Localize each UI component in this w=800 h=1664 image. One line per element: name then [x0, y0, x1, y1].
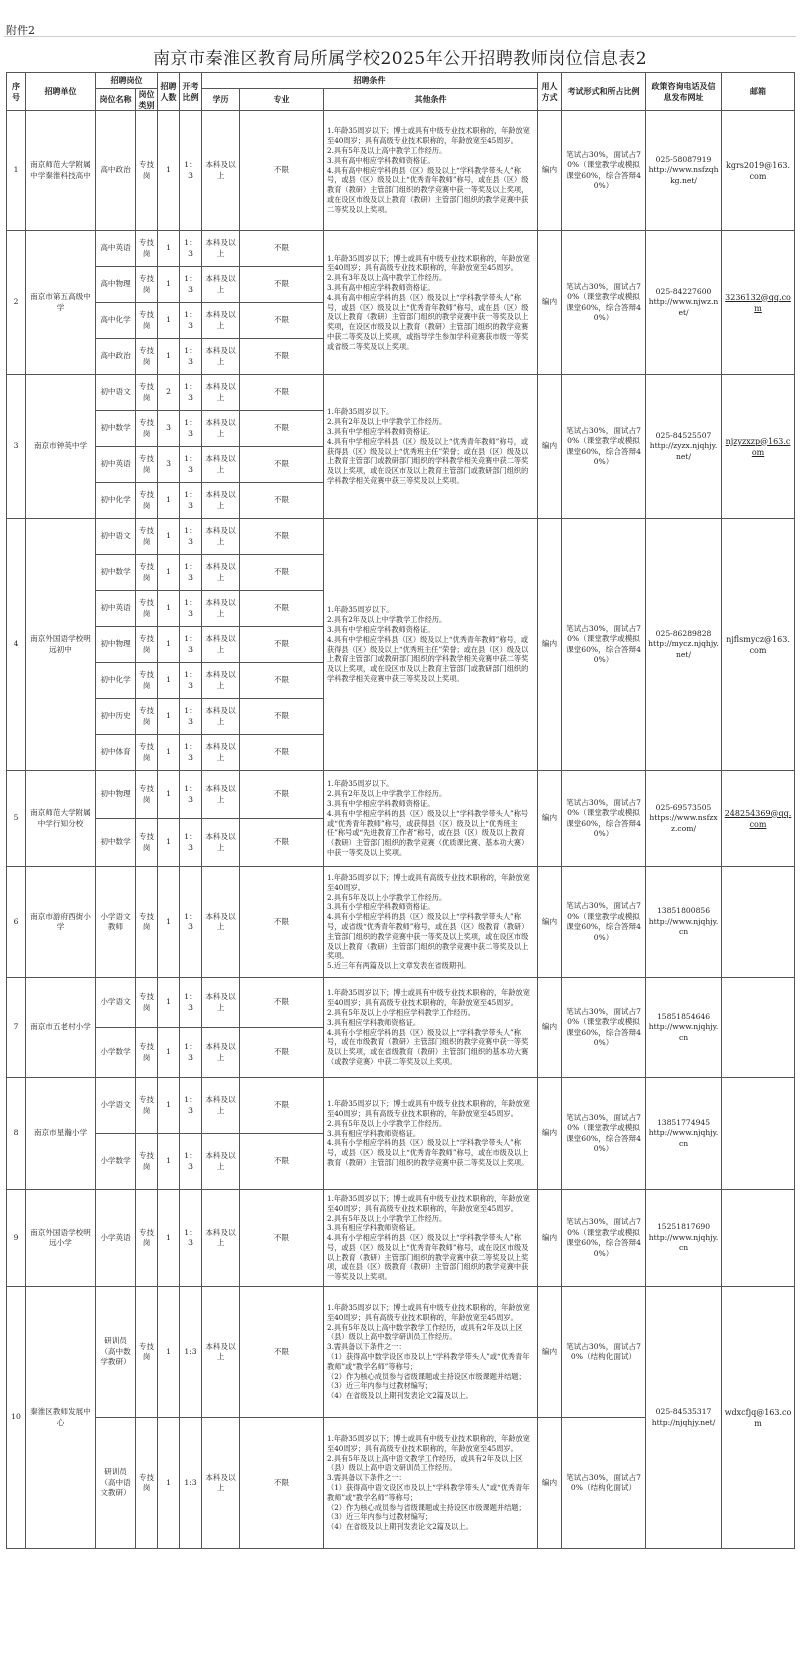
post-edu: 本科及以上	[202, 555, 240, 591]
post-edu: 本科及以上	[202, 699, 240, 735]
post-edu: 本科及以上	[202, 771, 240, 819]
contact-info: 13851774945 http://www.njqhjy.cn	[646, 1078, 722, 1190]
table-row	[7, 111, 795, 231]
post-ratio: 1：3	[180, 735, 202, 771]
post-edu: 本科及以上	[202, 267, 240, 303]
post-ratio: 1：3	[180, 627, 202, 663]
exam-form: 笔试占30%，面试占70%（课堂教学或模拟课堂60%，综合答辩40%）	[562, 978, 646, 1078]
row-seq: 6	[7, 867, 26, 978]
post-ratio: 1：3	[180, 375, 202, 411]
header-major: 专业	[240, 89, 324, 111]
row-seq: 8	[7, 1078, 26, 1190]
post-ratio: 1：3	[180, 555, 202, 591]
post-major: 不限	[240, 555, 324, 591]
row-unit: 南京师范大学附属中学行知分校	[26, 771, 96, 867]
hire-mode: 编内	[538, 231, 562, 375]
other-conditions: 1.年龄35周岁以下；博士或具有高级专业技术职称的，年龄放宽至40周岁。 2.具有5年及以上小学教学工作经历。 3.具有小学相应学科教师资格证。 4.具有小学相应学科的县（区）级及以上“学科教学带头人”称号，或省级“优秀青年教师”称号，或在县（区）级教育（教研）主管部门组织的教学竞赛中获一等奖及以上奖项，或在设区市级及以上教育（教研）主管部门组织的教学竞赛中获二等奖及以上奖项。 5.近三年有两篇及以上文章发表在省级期刊。	[324, 867, 538, 978]
post-major: 不限	[240, 447, 324, 483]
post-count: 1	[158, 111, 180, 231]
post-count: 1	[158, 303, 180, 339]
post-count: 2	[158, 375, 180, 411]
post-major: 不限	[240, 231, 324, 267]
post-name: 初中语文	[96, 375, 136, 411]
header-post-group: 招聘岗位	[96, 73, 158, 89]
email: wdxcfjq@163.com	[722, 1287, 795, 1549]
post-type: 专技岗	[136, 111, 158, 231]
exam-form: 笔试占30%，面试占70%（课堂教学或模拟课堂60%，综合答辩40%）	[562, 1078, 646, 1190]
post-count: 3	[158, 411, 180, 447]
post-major: 不限	[240, 1190, 324, 1287]
post-edu: 本科及以上	[202, 303, 240, 339]
post-name: 初中数学	[96, 819, 136, 867]
post-ratio: 1：3	[180, 867, 202, 978]
hire-mode: 编内	[538, 1190, 562, 1287]
post-count: 1	[158, 699, 180, 735]
contact-info: 025-84535317 http://njqhjy.net/	[646, 1287, 722, 1549]
post-edu: 本科及以上	[202, 735, 240, 771]
exam-form: 笔试占30%，面试占70%（结构化面试）	[562, 1418, 646, 1549]
post-type: 专技岗	[136, 267, 158, 303]
header-seq: 序号	[7, 73, 26, 111]
post-major: 不限	[240, 1134, 324, 1190]
table-row	[7, 867, 795, 978]
post-major: 不限	[240, 819, 324, 867]
post-ratio: 1：3	[180, 339, 202, 375]
post-major: 不限	[240, 978, 324, 1028]
table-row	[7, 978, 795, 1028]
table-row	[7, 231, 795, 267]
hire-mode: 编内	[538, 1418, 562, 1549]
post-type: 专技岗	[136, 555, 158, 591]
email-link[interactable]: 248254369@qq.com	[724, 808, 792, 829]
row-unit: 南京师范大学附属中学秦淮科技高中	[26, 111, 96, 231]
post-major: 不限	[240, 519, 324, 555]
post-type: 专技岗	[136, 867, 158, 978]
recruitment-table	[6, 72, 795, 1549]
contact-info: 15251817690 http://www.njqhjy.cn	[646, 1190, 722, 1287]
other-conditions: 1.年龄35周岁以下。 2.具有2年及以上中学教学工作经历。 3.具有中学相应学科教师资格证。 4.具有中学相应学科县（区）级及以上“优秀青年教师”称号，或获得县（区）级及以上“优秀班主任”荣誉；或在县（区）级及以上教育主管部门或教研部门组织的学科教学相关竞赛中获二等奖及以上奖项，或在设区市及以上教育主管部门或教研部门组织的学科教学相关竞赛中获三等奖及以上奖项。	[324, 375, 538, 519]
post-count: 1	[158, 627, 180, 663]
post-major: 不限	[240, 339, 324, 375]
post-edu: 本科及以上	[202, 1028, 240, 1078]
row-seq: 1	[7, 111, 26, 231]
other-conditions: 1.年龄35周岁以下。 2.具有2年及以上中学教学工作经历。 3.具有中学相应学科教师资格证。 4.具有中学相应学科的县（区）级及以上“学科教学带头人”称号或“优秀青年教师”称号，或获得县（区）级及以上“优秀班主任”称号或“先进教育工作者”称号，或在县（区）级及以上教育（教研）主管部门组织的教学竞赛（优质课比赛、基本功大赛）中获一等奖及以上奖项。	[324, 771, 538, 867]
other-conditions: 1.年龄35周岁以下；博士或具有中级专业技术职称的，年龄放宽至40周岁；具有高级专业技术职称的，年龄放宽至45周岁。 2.具有5年及以上高中语文教学工作经历，或具有2年及以上区（县）级以上高中语文研训员工作经历。 3.需具备以下条件之一： （1）获得高中语文设区市及以上“学科教学带头人”或“优秀青年教师”或“教学名师”等称号； （2）作为核心成员参与省级课题或主持设区市级课题并结题； （3）近三年内参与过教材编写； （4）在省级及以上期刊发表论文2篇及以上。	[324, 1418, 538, 1549]
post-edu: 本科及以上	[202, 663, 240, 699]
post-count: 1	[158, 771, 180, 819]
post-name: 研训员（高中数学教研）	[96, 1287, 136, 1418]
post-type: 专技岗	[136, 1190, 158, 1287]
post-major: 不限	[240, 267, 324, 303]
hire-mode: 编内	[538, 978, 562, 1078]
post-edu: 本科及以上	[202, 447, 240, 483]
exam-form: 笔试占30%，面试占70%（课堂教学或模拟课堂60%，综合答辩40%）	[562, 1190, 646, 1287]
post-edu: 本科及以上	[202, 111, 240, 231]
post-edu: 本科及以上	[202, 411, 240, 447]
post-name: 初中数学	[96, 411, 136, 447]
row-unit: 南京外国语学校明远初中	[26, 519, 96, 771]
header-post-type: 岗位类别	[136, 89, 158, 111]
hire-mode: 编内	[538, 111, 562, 231]
post-type: 专技岗	[136, 1287, 158, 1418]
exam-form: 笔试占30%，面试占70%（课堂教学或模拟课堂60%，综合答辩40%）	[562, 231, 646, 375]
post-major: 不限	[240, 867, 324, 978]
email	[722, 1078, 795, 1190]
post-count: 1	[158, 663, 180, 699]
other-conditions: 1.年龄35周岁以下；博士或具有中级专业技术职称的，年龄放宽至40周岁；具有高级专业技术职称的，年龄放宽至45周岁。 2.具有3年及以上高中教学工作经历。 3.具有高中相应学科教师资格证。 4.具有高中相应学科的县（区）级及以上“学科教学带头人”称号，或县（区）级及以上“优秀青年教师”称号，或在县（区）级及以上教育（教研）主管部门组织的教学竞赛中获一等奖及以上奖项，在设区市级及以上教育（教研）主管部门组织的教学竞赛中获二等奖及以上奖项，或指导学生参加学科竞赛获市级一等奖或省级二等奖及以上奖项。	[324, 231, 538, 375]
post-ratio: 1：3	[180, 771, 202, 819]
post-ratio: 1：3	[180, 978, 202, 1028]
table-row	[7, 375, 795, 411]
other-conditions: 1.年龄35周岁以下；博士或具有中级专业技术职称的，年龄放宽至40周岁；具有高级专业技术职称的，年龄放宽至45周岁。 2.具有5年及以上小学相应学科教学工作经历。 3.具有相应学科教师资格证。 4.具有小学相应学科的县（区）级及以上“学科教学带头人”称号，或在市级教育（教研）主管部门组织的教学竞赛中获一等奖及以上奖项，或在省级教育（教研）主管部门组织的基本功大赛（或教学竞赛）中获二等奖及以上奖项。	[324, 978, 538, 1078]
post-name: 初中化学	[96, 663, 136, 699]
post-edu: 本科及以上	[202, 1134, 240, 1190]
post-name: 初中体育	[96, 735, 136, 771]
post-name: 小学英语	[96, 1190, 136, 1287]
post-name: 小学数学	[96, 1134, 136, 1190]
email-link[interactable]: njzyzxzp@163.com	[725, 436, 791, 457]
post-edu: 本科及以上	[202, 231, 240, 267]
post-type: 专技岗	[136, 978, 158, 1028]
row-unit: 南京市游府西街小学	[26, 867, 96, 978]
post-ratio: 1：3	[180, 1134, 202, 1190]
email	[722, 375, 795, 519]
exam-form: 笔试占30%，面试占70%（课堂教学或模拟课堂60%，综合答辩40%）	[562, 111, 646, 231]
contact-info: 025-58087919 http://www.nsfzqhkg.net/	[646, 111, 722, 231]
row-seq: 7	[7, 978, 26, 1078]
post-name: 小学数学	[96, 1028, 136, 1078]
header-email: 邮箱	[722, 73, 795, 111]
post-major: 不限	[240, 303, 324, 339]
post-type: 专技岗	[136, 303, 158, 339]
post-major: 不限	[240, 1078, 324, 1134]
post-type: 专技岗	[136, 591, 158, 627]
post-major: 不限	[240, 1418, 324, 1549]
post-ratio: 1：3	[180, 819, 202, 867]
email	[722, 771, 795, 867]
post-edu: 本科及以上	[202, 1287, 240, 1418]
post-name: 小学语文教师	[96, 867, 136, 978]
post-major: 不限	[240, 699, 324, 735]
post-edu: 本科及以上	[202, 339, 240, 375]
post-name: 初中历史	[96, 699, 136, 735]
contact-info: 15851854646 http://www.njqhjy.cn	[646, 978, 722, 1078]
post-name: 小学语文	[96, 1078, 136, 1134]
row-seq: 5	[7, 771, 26, 867]
header-exam: 考试形式和所占比例	[562, 73, 646, 111]
sheet-header-strip	[4, 6, 796, 37]
post-count: 1	[158, 735, 180, 771]
post-major: 不限	[240, 1287, 324, 1418]
post-count: 1	[158, 867, 180, 978]
exam-form: 笔试占30%，面试占70%（课堂教学或模拟课堂60%，综合答辩40%）	[562, 771, 646, 867]
post-edu: 本科及以上	[202, 483, 240, 519]
header-other: 其他条件	[324, 89, 538, 111]
post-type: 专技岗	[136, 819, 158, 867]
post-ratio: 1：3	[180, 519, 202, 555]
post-type: 专技岗	[136, 663, 158, 699]
hire-mode: 编内	[538, 771, 562, 867]
post-count: 1	[158, 1418, 180, 1549]
post-major: 不限	[240, 375, 324, 411]
post-edu: 本科及以上	[202, 819, 240, 867]
post-count: 1	[158, 555, 180, 591]
post-ratio: 1：3	[180, 1028, 202, 1078]
header-hire: 用人方式	[538, 73, 562, 111]
post-type: 专技岗	[136, 1134, 158, 1190]
post-edu: 本科及以上	[202, 867, 240, 978]
post-major: 不限	[240, 735, 324, 771]
row-unit: 南京市五老村小学	[26, 978, 96, 1078]
post-edu: 本科及以上	[202, 1418, 240, 1549]
post-edu: 本科及以上	[202, 978, 240, 1028]
post-ratio: 1:3	[180, 1287, 202, 1418]
post-ratio: 1：3	[180, 303, 202, 339]
post-type: 专技岗	[136, 699, 158, 735]
post-major: 不限	[240, 591, 324, 627]
row-seq: 10	[7, 1287, 26, 1549]
post-name: 初中化学	[96, 483, 136, 519]
post-edu: 本科及以上	[202, 591, 240, 627]
exam-form: 笔试占30%，面试占70%（课堂教学或模拟课堂60%，综合答辩40%）	[562, 375, 646, 519]
email: kgrs2019@163.com	[722, 111, 795, 231]
post-ratio: 1:3	[180, 1418, 202, 1549]
post-major: 不限	[240, 663, 324, 699]
email	[722, 978, 795, 1078]
email-link[interactable]: 3236132@qq.com	[725, 292, 791, 313]
post-type: 专技岗	[136, 627, 158, 663]
post-ratio: 1：3	[180, 699, 202, 735]
annex-label: 附件2	[6, 24, 35, 37]
header-count: 招聘人数	[158, 73, 180, 111]
post-type: 专技岗	[136, 483, 158, 519]
post-ratio: 1：3	[180, 1078, 202, 1134]
post-name: 初中英语	[96, 591, 136, 627]
post-ratio: 1：3	[180, 663, 202, 699]
header-edu: 学历	[202, 89, 240, 111]
hire-mode: 编内	[538, 519, 562, 771]
post-name: 高中英语	[96, 231, 136, 267]
contact-info: 13851800856 http://www.njqhjy.cn	[646, 867, 722, 978]
post-edu: 本科及以上	[202, 519, 240, 555]
post-major: 不限	[240, 771, 324, 819]
header-unit: 招聘单位	[26, 73, 96, 111]
header-post-name: 岗位名称	[96, 89, 136, 111]
post-type: 专技岗	[136, 339, 158, 375]
table-row	[7, 771, 795, 819]
post-edu: 本科及以上	[202, 375, 240, 411]
post-major: 不限	[240, 111, 324, 231]
other-conditions: 1.年龄35周岁以下；博士或具有中级专业技术职称的，年龄放宽至40周岁；具有高级专业技术职称的，年龄放宽至45周岁。 2.具有5年及以上小学教学工作经历。 3.具有相应学科教师资格证。 4.具有小学相应学科的县（区）级及以上“学科教学带头人”称号，或县（区）级及以上“优秀青年教师”称号，或在设区市级及以上教育（教研）主管部门组织的教学竞赛中获二等奖及以上奖项，或在县（区）级教育（教研）主管部门组织的教学竞赛中获一等奖及以上奖项。	[324, 1190, 538, 1287]
other-conditions: 1.年龄35周岁以下；博士或具有中级专业技术职称的，年龄放宽至40周岁；具有高级专业技术职称的，年龄放宽至45周岁。 2.具有5年及以上高中教学工作经历。 3.具有高中相应学科教师资格证。 4.具有高中相应学科的县（区）级及以上“学科教学带头人”称号，或县（区）级及以上“优秀青年教师”称号，或在县（区）级教育（教研）主管部门组织的教学竞赛中获一等奖及以上奖项，或在设区市级及以上教育（教研）主管部门组织的教学竞赛中获二等奖及以上奖项。	[324, 111, 538, 231]
post-count: 1	[158, 519, 180, 555]
email	[722, 867, 795, 978]
post-count: 1	[158, 339, 180, 375]
row-unit: 南京市星瀚小学	[26, 1078, 96, 1190]
post-ratio: 1：3	[180, 1190, 202, 1287]
post-type: 专技岗	[136, 231, 158, 267]
post-type: 专技岗	[136, 411, 158, 447]
header-contact: 政策咨询电话及信息发布网址	[646, 73, 722, 111]
contact-info: 025-86289828 http://mycz.njqhjy.net/	[646, 519, 722, 771]
post-major: 不限	[240, 1028, 324, 1078]
table-row	[7, 1190, 795, 1287]
row-unit: 南京市第五高级中学	[26, 231, 96, 375]
post-count: 1	[158, 1028, 180, 1078]
post-name: 初中数学	[96, 555, 136, 591]
exam-form: 笔试占30%，面试占70%（结构化面试）	[562, 1287, 646, 1418]
table-row	[7, 1078, 795, 1134]
post-type: 专技岗	[136, 1028, 158, 1078]
post-count: 1	[158, 978, 180, 1028]
post-edu: 本科及以上	[202, 1078, 240, 1134]
row-unit: 秦淮区教师发展中心	[26, 1287, 96, 1549]
post-type: 专技岗	[136, 1418, 158, 1549]
hire-mode: 编内	[538, 375, 562, 519]
post-ratio: 1：3	[180, 267, 202, 303]
table-row	[7, 1287, 795, 1418]
hire-mode: 编内	[538, 1078, 562, 1190]
other-conditions: 1.年龄35周岁以下；博士或具有中级专业技术职称的，年龄放宽至40周岁；具有高级专业技术职称的，年龄放宽至45周岁。 2.具有5年及以上高中数学教学工作经历，或具有2年及以上区（县）级以上高中数学研训员工作经历。 3.需具备以下条件之一： （1）获得高中数学设区市及以上“学科教学带头人”或“优秀青年教师”或“教学名师”等称号； （2）作为核心成员参与省级课题或主持设区市级课题并结题； （3）近三年内参与过教材编写； （4）在省级及以上期刊发表论文2篇及以上。	[324, 1287, 538, 1418]
post-count: 3	[158, 447, 180, 483]
post-type: 专技岗	[136, 375, 158, 411]
post-count: 1	[158, 1134, 180, 1190]
row-seq: 3	[7, 375, 26, 519]
page-title: 南京市秦淮区教育局所属学校2025年公开招聘教师岗位信息表2	[152, 49, 648, 69]
post-type: 专技岗	[136, 519, 158, 555]
other-conditions: 1.年龄35周岁以下；博士或具有中级专业技术职称的，年龄放宽至40周岁；具有高级专业技术职称的，年龄放宽至45周岁。 2.具有5年及以上小学教学工作经历。 3.具有相应学科教师资格证。 4.具有小学相应学科的县（区）级及以上“学科教学带头人”称号，或县（区）级及以上“优秀青年教师”称号，或在市级及以上教育（教研）主管部门组织的教学竞赛中获二等奖及以上奖项。	[324, 1078, 538, 1190]
contact-info: 025-84525507 http://zyzx.njqhjy.net/	[646, 375, 722, 519]
other-conditions: 1.年龄35周岁以下。 2.具有2年及以上中学教学工作经历。 3.具有中学相应学科教师资格证。 4.具有中学相应学科县（区）级及以上“优秀青年教师”称号，或获得县（区）级及以上“优秀班主任”荣誉；或在县（区）级及以上教育主管部门或教研部门组织的学科教学相关竞赛中获二等奖及以上奖项，或在设区市及以上教育主管部门或教研部门组织的学科教学相关竞赛中获三等奖及以上奖项。	[324, 519, 538, 771]
post-count: 1	[158, 231, 180, 267]
post-name: 高中化学	[96, 303, 136, 339]
post-count: 1	[158, 1190, 180, 1287]
post-name: 高中政治	[96, 111, 136, 231]
row-unit: 南京外国语学校明远小学	[26, 1190, 96, 1287]
post-count: 1	[158, 819, 180, 867]
post-ratio: 1：3	[180, 447, 202, 483]
exam-form: 笔试占30%，面试占70%（课堂教学或模拟课堂60%，综合答辩40%）	[562, 867, 646, 978]
post-count: 1	[158, 1078, 180, 1134]
post-type: 专技岗	[136, 735, 158, 771]
post-ratio: 1：3	[180, 231, 202, 267]
post-name: 小学语文	[96, 978, 136, 1028]
email	[722, 231, 795, 375]
row-seq: 9	[7, 1190, 26, 1287]
email: njflsmycz@163.com	[722, 519, 795, 771]
header-cond-group: 招聘条件	[202, 73, 538, 89]
row-unit: 南京市钟英中学	[26, 375, 96, 519]
post-name: 初中语文	[96, 519, 136, 555]
row-seq: 2	[7, 231, 26, 375]
post-name: 初中物理	[96, 627, 136, 663]
post-type: 专技岗	[136, 1078, 158, 1134]
post-name: 高中物理	[96, 267, 136, 303]
contact-info: 025-84227600 http://www.njwz.net/	[646, 231, 722, 375]
post-ratio: 1：3	[180, 411, 202, 447]
post-edu: 本科及以上	[202, 1190, 240, 1287]
post-count: 1	[158, 267, 180, 303]
table-body	[7, 111, 795, 1549]
post-type: 专技岗	[136, 771, 158, 819]
post-name: 高中政治	[96, 339, 136, 375]
post-ratio: 1：3	[180, 483, 202, 519]
header-ratio: 开考比例	[180, 73, 202, 111]
post-ratio: 1：3	[180, 591, 202, 627]
hire-mode: 编内	[538, 867, 562, 978]
post-type: 专技岗	[136, 447, 158, 483]
post-edu: 本科及以上	[202, 627, 240, 663]
exam-form: 笔试占30%，面试占70%（课堂教学或模拟课堂60%，综合答辩40%）	[562, 519, 646, 771]
post-major: 不限	[240, 483, 324, 519]
hire-mode: 编内	[538, 1287, 562, 1418]
post-major: 不限	[240, 411, 324, 447]
email	[722, 1190, 795, 1287]
post-count: 1	[158, 591, 180, 627]
post-major: 不限	[240, 627, 324, 663]
post-count: 1	[158, 1287, 180, 1418]
post-count: 1	[158, 483, 180, 519]
contact-info: 025-69573505 https://www.nsfzxz.com/	[646, 771, 722, 867]
post-name: 初中物理	[96, 771, 136, 819]
table-row	[7, 519, 795, 555]
post-name: 研训员（高中语文教研）	[96, 1418, 136, 1549]
row-seq: 4	[7, 519, 26, 771]
post-name: 初中英语	[96, 447, 136, 483]
post-ratio: 1：3	[180, 111, 202, 231]
